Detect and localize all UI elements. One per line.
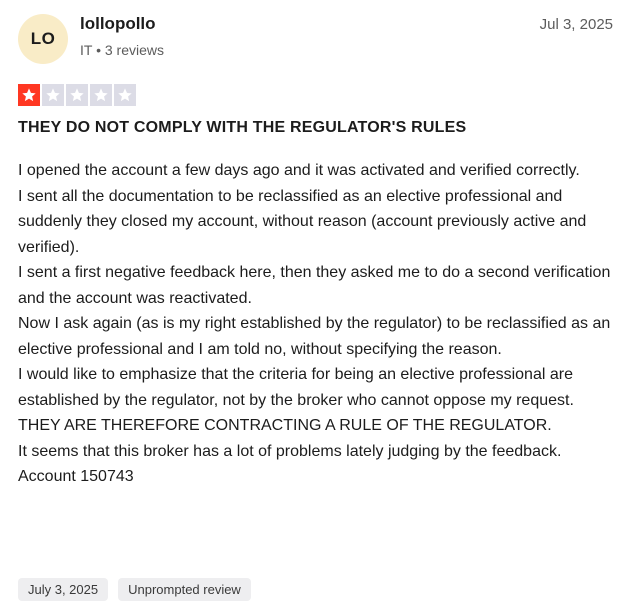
star-icon [90,84,112,106]
review-paragraph: Now I ask again (as is my right established by the regulator) to be reclassified as an elective professional and I am told no, without specifying the reason. [18,315,611,358]
star-icon [66,84,88,106]
review-paragraph: I would like to emphasize that the criteria for being an elective professional are established by the regulator, not by the broker who cannot oppose my request. THEY ARE THEREFORE CONTRACTING A RULE OF THE REGULATOR. [18,366,574,434]
review-title[interactable]: THEY DO NOT COMPLY WITH THE REGULATOR'S RULES [18,119,467,136]
review-date: Jul 3, 2025 [539,16,613,33]
review-paragraph: I sent a first negative feedback here, then they asked me to do a second verification and the account was reactivated. [18,264,611,307]
review-paragraph: I opened the account a few days ago and it was activated and verified correctly. [18,162,580,179]
review-paragraph: I sent all the documentation to be reclassified as an elective professional and suddenly they closed my account, without reason (account previously active and verified). [18,187,587,256]
star-icon [114,84,136,106]
review-paragraph: It seems that this broker has a lot of problems lately judging by the feedback. Account 150743 [18,442,562,485]
review-type-badge[interactable]: Unprompted review [118,578,251,601]
review-body [18,158,618,490]
author-meta: IT • 3 reviews [80,42,164,58]
author-name[interactable]: lollopollo [80,14,156,33]
star-icon [42,84,64,106]
star-icon [18,84,40,106]
avatar[interactable]: LO [18,14,68,64]
review-tags [18,578,251,601]
star-rating [18,84,136,106]
experience-date-badge: July 3, 2025 [18,578,108,601]
